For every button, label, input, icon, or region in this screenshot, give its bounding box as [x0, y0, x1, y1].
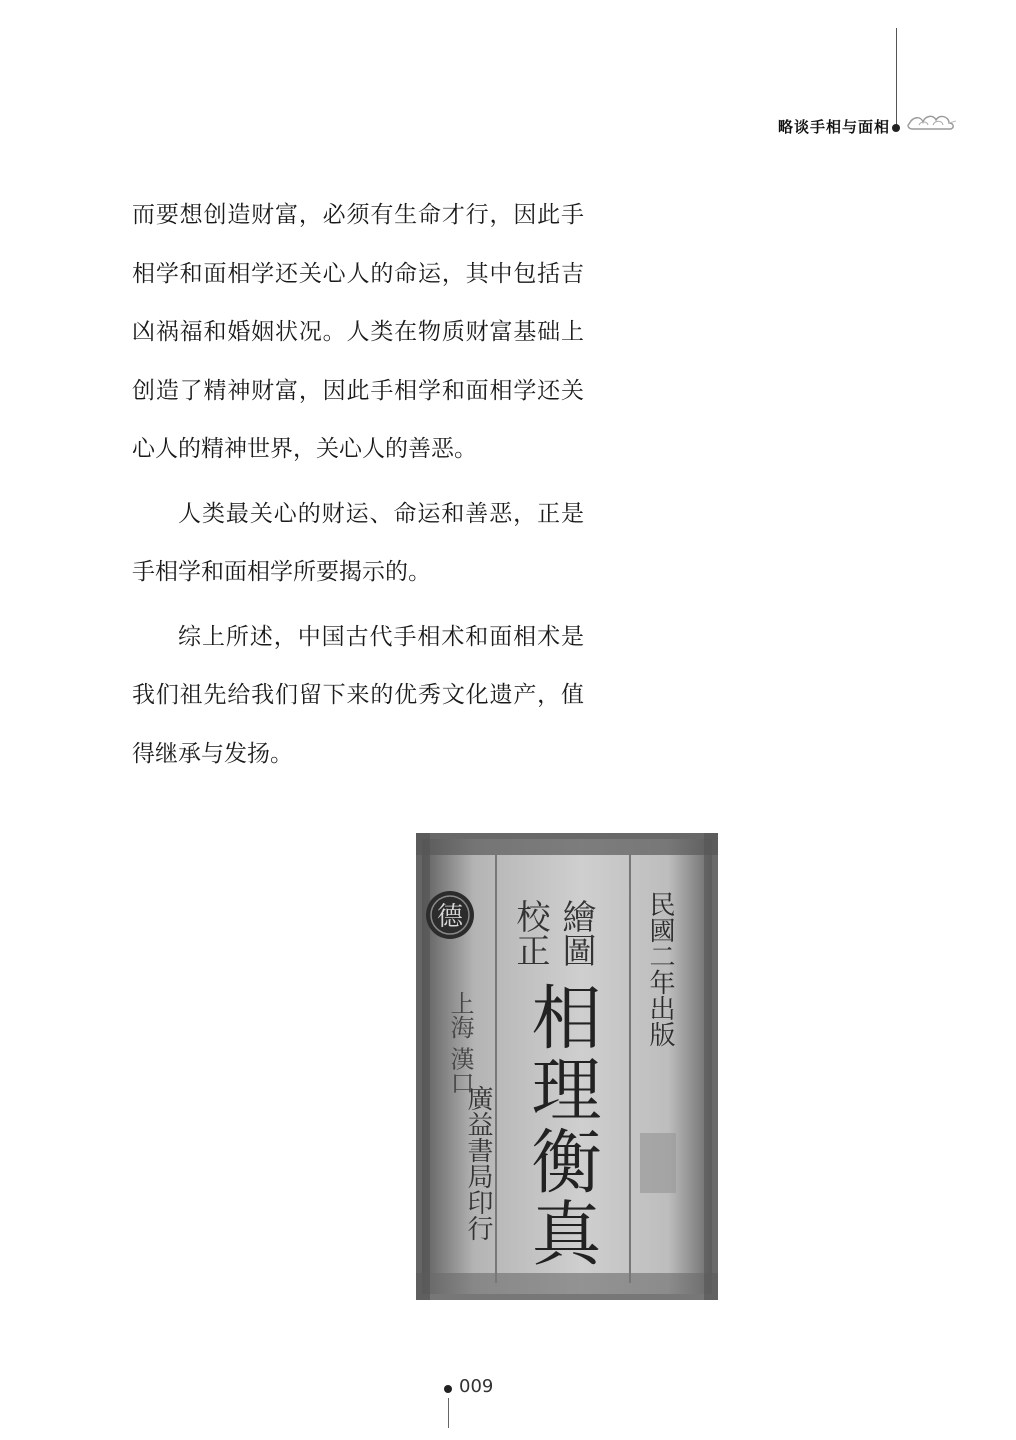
- cover-main-title: 相理衡真: [520, 981, 602, 1269]
- page-number: 009: [459, 1376, 494, 1397]
- footer-vertical-rule: [448, 1398, 449, 1428]
- cloud-ornament-icon: [905, 108, 957, 138]
- header-vertical-rule: [896, 28, 897, 128]
- header-bullet: [892, 124, 900, 132]
- cover-publisher-places: 上海 漢口: [446, 991, 474, 1095]
- running-header-title: 略谈手相与面相: [777, 118, 890, 136]
- page-number-bullet: [444, 1385, 452, 1393]
- seal-text: 德: [436, 902, 464, 932]
- paragraph-conclusion: 综上所述，中国古代手相术和面相术是我们祖先给我们留下来的优秀文化遗产，值得继承与发扬。: [132, 623, 584, 767]
- cover-title-left: 校正: [510, 899, 550, 967]
- cover-title-right: 繪圖: [556, 899, 596, 967]
- cover-publisher: 廣益書局印行: [463, 1085, 493, 1241]
- book-cover-photo: [416, 833, 718, 1300]
- body-text: [132, 186, 584, 789]
- book-cover-image: [416, 833, 718, 1300]
- cover-date: 民國二年出版: [645, 891, 675, 1047]
- paragraph-wealth-fate: 而要想创造财富，必须有生命才行，因此手相学和面相学还关心人的命运，其中包括吉凶祸福和婚姻状况。人类在物质财富基础上创造了精神财富，因此手相学和面相学还关心人的精神世界，关心人的善恶。: [132, 202, 584, 462]
- paragraph-fortune-good-evil: 人类最关心的财运、命运和善恶，正是手相学和面相学所要揭示的。: [132, 500, 584, 585]
